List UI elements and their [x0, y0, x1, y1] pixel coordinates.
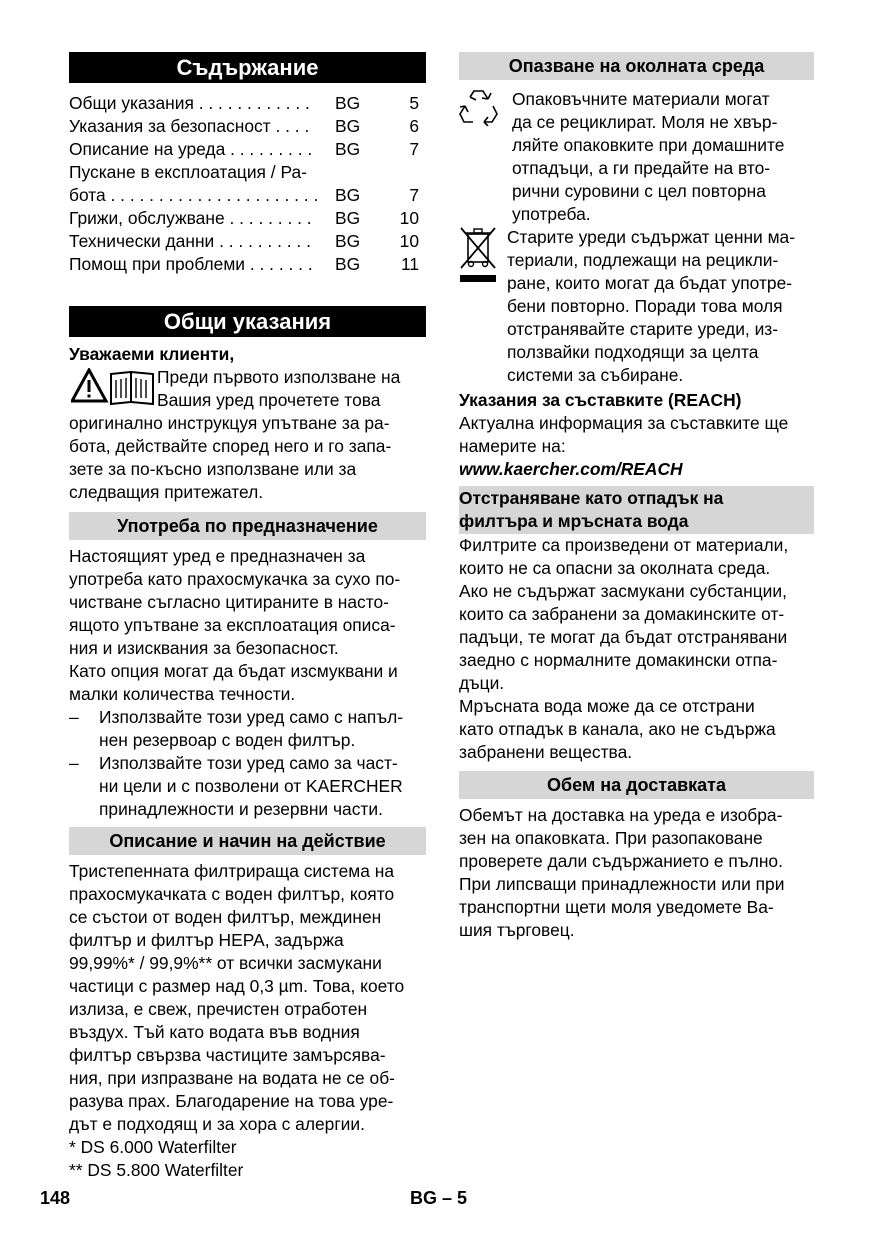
body-line: Старите уреди съдържат ценни ма- [507, 227, 796, 247]
body-line: употреба. [512, 204, 591, 224]
body-line: транспортни щети моля уведомете Ва- [459, 897, 774, 917]
body-line: забранени вещества. [459, 742, 633, 762]
list-item [69, 752, 426, 821]
toc-title: Съдържание [69, 52, 426, 83]
list-item-line: Използвайте този уред само за част- [99, 753, 398, 773]
filter-disposal-title [459, 486, 814, 534]
body-line: Обемът на доставка на уреда е изобра- [459, 805, 783, 825]
body-line: разува прах. Благодарение на това уре- [69, 1091, 394, 1111]
body-line: да се рециклират. Моля не хвър- [512, 112, 778, 132]
intro-line: зете за по-късно използване или за [69, 459, 357, 479]
body-line: употреба като прахосмукачка за сухо по- [69, 569, 401, 589]
reach-link[interactable]: www.kaercher.com/REACH [459, 459, 683, 479]
footnote: ** DS 5.800 Waterfilter [69, 1160, 244, 1180]
toc-entry[interactable]: Пускане в експлоатация / Ра- [69, 162, 307, 182]
recycle-block [459, 88, 814, 226]
body-line: отпадъци, а ги предайте на вто- [512, 158, 771, 178]
toc-entry[interactable]: Грижи, обслужване . . . . . . . . . BG 10 [69, 208, 419, 228]
toc-entry[interactable]: Описание на уреда . . . . . . . . . BG 7 [69, 139, 419, 159]
filter-disposal-title-line: филтъра и мръсната вода [459, 511, 689, 531]
list-item-line: ни цели и с позволени от KAERCHER [99, 776, 403, 796]
environment-title: Опазване на околната среда [459, 52, 814, 80]
body-line: 99,99%* / 99,9%** от всички засмукани [69, 953, 382, 973]
crossed-bin-icon [459, 226, 499, 288]
body-line: шия търговец. [459, 920, 575, 940]
toc-entry[interactable]: Технически данни . . . . . . . . . . BG 10 [69, 231, 419, 251]
body-line: проверете дали съдържанието е пълно. [459, 851, 783, 871]
body-line: които са забранени за домакинските от- [459, 604, 785, 624]
dash-bullet: – [69, 753, 79, 773]
reach-heading: Указания за съставките (REACH) [459, 390, 742, 410]
body-line: заедно с нормалните домакински отпа- [459, 650, 778, 670]
intro-line: оригинално инструкцуя упътване за ра- [69, 413, 390, 433]
body-line: отстранявайте старите уреди, из- [507, 319, 779, 339]
list-item-line: Използвайте този уред само с напъл- [99, 707, 404, 727]
list-item-line: нен резервоар с воден филтър. [99, 730, 356, 750]
body-line: ране, които могат да бъдат употре- [507, 273, 793, 293]
body-line: териали, подлежащи на рецикли- [507, 250, 779, 270]
delivery-title: Обем на доставката [459, 771, 814, 799]
body-line: дъци. [459, 673, 505, 693]
body-line: намерите на: [459, 436, 566, 456]
warning-read-manual-row [69, 366, 426, 412]
list-item-line: принадлежности и резервни части. [99, 799, 383, 819]
body-line: чистване съгласно цитираните в насто- [69, 592, 389, 612]
toc-entry[interactable]: Помощ при проблеми . . . . . . . BG 11 [69, 254, 419, 274]
body-line: Ако не съдържат засмукани субстанции, [459, 581, 787, 601]
body-line: дът е подходящ и за хора с алергии. [69, 1114, 365, 1134]
body-line: филтър и филтър НЕРА, задържа [69, 930, 344, 950]
body-line: малки количества течности. [69, 684, 296, 704]
body-line: като отпадък в канала, ако не съдържа [459, 719, 776, 739]
body-line: които не са опасни за околната среда. [459, 558, 771, 578]
toc-list [69, 92, 426, 276]
body-line: Актуална информация за съставките ще [459, 413, 789, 433]
general-title: Общи указания [69, 306, 426, 337]
body-line: се състои от воден филтър, междинен [69, 907, 382, 927]
dash-bullet: – [69, 707, 79, 727]
body-line: излиза, е свеж, пречистен отработен [69, 999, 368, 1019]
intended-use-title: Употреба по предназначение [69, 512, 426, 540]
body-line: бени повторно. Поради това моля [507, 296, 783, 316]
body-line: При липсващи принадлежности или при [459, 874, 785, 894]
description-title: Описание и начин на действие [69, 827, 426, 855]
body-line: Настоящият уред е предназначен за [69, 546, 366, 566]
body-line: прахосмукачката с воден филтър, която [69, 884, 395, 904]
body-line: Тристепенната филтрираща система на [69, 861, 394, 881]
intro-line: Вашия уред прочетете това [157, 390, 381, 410]
toc-entry[interactable]: Указания за безопасност . . . . BG 6 [69, 116, 419, 136]
footnote: * DS 6.000 Waterfilter [69, 1137, 237, 1157]
page-number: 148 [40, 1188, 71, 1208]
body-line: ния, при изпразване на водата не се об- [69, 1068, 395, 1088]
body-line: частици с размер над 0,3 µm. Това, което [69, 976, 405, 996]
body-line: ящото упътване за експлоатация описа- [69, 615, 396, 635]
body-line: Като опция могат да бъдат изсмуквани и [69, 661, 398, 681]
body-line: Опаковъчните материали могат [512, 89, 770, 109]
body-line: Филтрите са произведени от материали, [459, 535, 789, 555]
list-item [69, 706, 426, 752]
left-column [69, 52, 426, 1182]
greeting: Уважаеми клиенти, [69, 344, 235, 364]
intro-line: следващия притежател. [69, 482, 264, 502]
section-page-label: BG – 5 [410, 1188, 468, 1208]
right-column [459, 52, 814, 942]
body-line: въздух. Тъй като водата във водния [69, 1022, 360, 1042]
body-line: падъци, те могат да бъдат отстранявани [459, 627, 788, 647]
intro-line: бота, действайте според него и го запа- [69, 436, 392, 456]
recycle-icon [459, 88, 499, 126]
body-line: ляйте опаковките при домашните [512, 135, 785, 155]
warning-manual-icon [71, 368, 157, 408]
body-line: ползвайки подходящи за целта [507, 342, 759, 362]
body-line: ния и изисквания за безопасност. [69, 638, 339, 658]
toc-entry[interactable]: Общи указания . . . . . . . . . . . . BG 5 [69, 93, 419, 113]
weee-block [459, 226, 814, 387]
body-line: филтър свързва частиците замърсява- [69, 1045, 386, 1065]
body-line: системи за събиране. [507, 365, 684, 385]
body-line: рични суровини с цел повторна [512, 181, 766, 201]
intro-line: Преди първото използване на [157, 367, 401, 387]
body-line: зен на опаковката. При разопаковане [459, 828, 763, 848]
toc-entry[interactable]: бота . . . . . . . . . . . . . . . . . . . . . . BG 7 [69, 185, 419, 205]
filter-disposal-title-line: Отстраняване като отпадък на [459, 488, 724, 508]
body-line: Мръсната вода може да се отстрани [459, 696, 755, 716]
